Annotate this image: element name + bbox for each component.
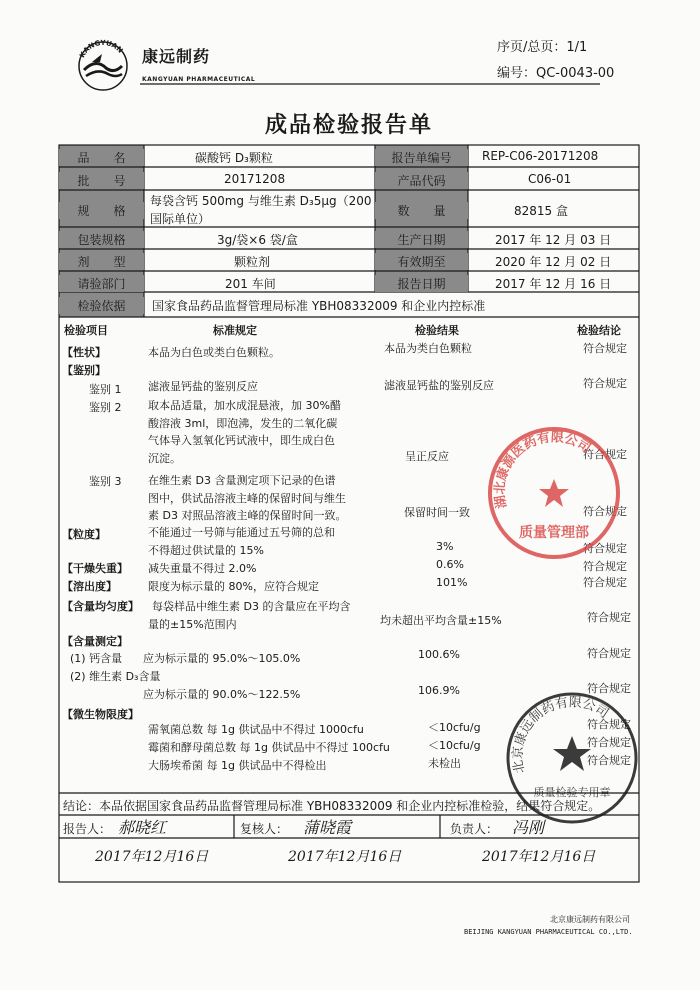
test-standard-uniformity-line1: 每袋样品中维生素 D3 的含量应在平均含 bbox=[152, 600, 351, 613]
test-standard-uniformity-line2: 量的±15%范围内 bbox=[148, 618, 237, 631]
svg-text:湖北康源医药有限公司 bbox=[492, 429, 594, 509]
test-item-ident3: 鉴别 3 bbox=[89, 475, 122, 488]
label-product-code: 产品代码 bbox=[375, 172, 468, 189]
company-name-en: KANGYUAN PHARMACEUTICAL bbox=[142, 76, 256, 83]
footer-company-en: BEIJING KANGYUAN PHARMACEUTICAL CO.,LTD. bbox=[464, 928, 633, 936]
label-basis: 检验依据 bbox=[59, 297, 144, 314]
test-conclusion-dissolution: 符合规定 bbox=[583, 576, 627, 589]
label-mfg-date: 生产日期 bbox=[375, 231, 468, 248]
test-item-ident1: 鉴别 1 bbox=[89, 383, 122, 396]
test-item-assay1: (1) 钙含量 bbox=[70, 652, 123, 665]
label-expiry: 有效期至 bbox=[375, 253, 468, 270]
manager-date: 2017年12月16日 bbox=[482, 849, 596, 865]
test-item-assay2: (2) 维生素 D₃含量 bbox=[70, 670, 161, 683]
value-report-date: 2017 年 12 月 16 日 bbox=[495, 277, 612, 291]
col-header-standard: 标准规定 bbox=[213, 324, 257, 337]
label-product-name: 品 名 bbox=[59, 149, 144, 166]
value-dosage-form: 颗粒剂 bbox=[234, 255, 271, 269]
test-conclusion-appearance: 符合规定 bbox=[583, 342, 627, 355]
red-stamp-arc-text: 湖北康源医药有限公司 bbox=[492, 430, 594, 510]
footer-company-cn: 北京康远制药有限公司 bbox=[550, 915, 630, 924]
test-standard-ident2-line3: 气体导入氢氧化钙试液中，即生成白色 bbox=[148, 434, 335, 447]
test-result-micro1: ＜10cfu/g bbox=[428, 721, 481, 734]
value-quantity: 82815 盒 bbox=[514, 204, 568, 218]
logo-arc-text: KANGYUAN bbox=[78, 38, 125, 60]
test-result-appearance: 本品为类白色颗粒 bbox=[384, 342, 472, 355]
test-conclusion-drying: 符合规定 bbox=[583, 560, 627, 573]
page-count: 序页/总页：1/1 bbox=[497, 40, 588, 55]
manager-label: 负责人： bbox=[450, 822, 499, 836]
test-conclusion-ident2: 符合规定 bbox=[583, 448, 627, 461]
col-header-conclusion: 检验结论 bbox=[577, 324, 621, 337]
label-dosage-form: 剂 型 bbox=[59, 253, 144, 270]
col-header-item: 检验项目 bbox=[64, 324, 108, 337]
test-result-drying: 0.6% bbox=[436, 558, 464, 571]
test-item-assay: 【含量测定】 bbox=[62, 635, 128, 648]
test-result-assay2: 106.9% bbox=[418, 684, 460, 697]
test-result-dissolution: 101% bbox=[436, 576, 468, 589]
test-conclusion-ident3: 符合规定 bbox=[583, 505, 627, 518]
test-item-drying: 【干燥失重】 bbox=[62, 562, 128, 575]
value-spec-line2: 国际单位） bbox=[150, 212, 211, 226]
test-conclusion-granularity: 符合规定 bbox=[583, 542, 627, 555]
test-conclusion-ident1: 符合规定 bbox=[583, 377, 627, 390]
value-expiry: 2020 年 12 月 02 日 bbox=[495, 255, 612, 269]
test-item-uniformity: 【含量均匀度】 bbox=[62, 600, 139, 613]
value-basis: 国家食品药品监督管理局标准 YBH08332009 和企业内控标准 bbox=[152, 299, 486, 313]
doc-number: 编号：QC-0043-00 bbox=[497, 66, 615, 81]
test-standard-ident2-line4: 沉淀。 bbox=[148, 452, 181, 465]
company-name: 康远制药 bbox=[142, 47, 211, 66]
reviewer-label: 复核人： bbox=[240, 822, 289, 836]
test-standard-micro2: 霉菌和酵母菌总数 每 1g 供试品中不得过 100cfu bbox=[148, 741, 390, 754]
test-item-dissolution: 【溶出度】 bbox=[62, 580, 117, 593]
black-stamp-star-icon bbox=[553, 736, 591, 771]
test-conclusion-uniformity: 符合规定 bbox=[587, 611, 631, 624]
value-spec-line1: 每袋含钙 500mg 与维生素 D₃5μg（200 bbox=[150, 194, 372, 208]
reporter-signature: 郝晓红 bbox=[118, 818, 167, 837]
svg-text:北京康远制药有限公司 bbox=[510, 695, 611, 774]
qc-inspection-stamp bbox=[504, 690, 640, 826]
label-department: 请验部门 bbox=[59, 275, 144, 292]
black-stamp-arc-text: 北京康远制药有限公司 bbox=[510, 695, 612, 775]
reviewer-date: 2017年12月16日 bbox=[288, 849, 402, 865]
value-mfg-date: 2017 年 12 月 03 日 bbox=[495, 233, 612, 247]
reporter-label: 报告人： bbox=[63, 822, 112, 836]
label-spec: 规 格 bbox=[59, 202, 144, 219]
test-standard-granularity-line1: 不能通过一号筛与能通过五号筛的总和 bbox=[148, 526, 335, 539]
test-result-micro2: ＜10cfu/g bbox=[428, 739, 481, 752]
value-product-code: C06-01 bbox=[528, 172, 572, 186]
label-quantity: 数 量 bbox=[375, 202, 468, 219]
test-standard-ident2-line2: 酸溶液 3ml，即泡沸，发生的二氧化碳 bbox=[148, 417, 338, 430]
value-department: 201 车间 bbox=[225, 277, 276, 291]
test-standard-granularity-line2: 不得超过供试量的 15% bbox=[148, 544, 264, 557]
test-standard-appearance: 本品为白色或类白色颗粒。 bbox=[148, 346, 280, 359]
test-conclusion-micro3: 符合规定 bbox=[587, 754, 631, 767]
label-report-date: 报告日期 bbox=[375, 275, 468, 292]
test-standard-ident3-line3: 素 D3 对照品溶液主峰的保留时间一致。 bbox=[148, 509, 347, 522]
test-item-identification: 【鉴别】 bbox=[62, 364, 106, 377]
col-header-result: 检验结果 bbox=[415, 324, 459, 337]
test-standard-assay2: 应为标示量的 90.0%～122.5% bbox=[143, 688, 301, 701]
test-conclusion-micro1: 符合规定 bbox=[587, 718, 631, 731]
test-result-micro3: 未检出 bbox=[428, 757, 461, 770]
reviewer-signature: 蒲晓霞 bbox=[303, 818, 352, 837]
value-batch: 20171208 bbox=[224, 172, 286, 186]
value-product-name: 碳酸钙 D₃颗粒 bbox=[195, 151, 273, 165]
reporter-date: 2017年12月16日 bbox=[95, 849, 209, 865]
test-standard-ident2-line1: 取本品适量，加水成混悬液，加 30%醋 bbox=[148, 399, 341, 412]
test-standard-ident3-line2: 图中，供试品溶液主峰的保留时间与维生 bbox=[148, 492, 346, 505]
value-report-number: REP-C06-20171208 bbox=[482, 149, 599, 163]
test-result-ident1: 滤液显钙盐的鉴别反应 bbox=[384, 379, 494, 392]
test-item-granularity: 【粒度】 bbox=[62, 528, 106, 541]
test-conclusion-micro2: 符合规定 bbox=[587, 736, 631, 749]
test-result-assay1: 100.6% bbox=[418, 648, 460, 661]
test-standard-ident3-line1: 在维生素 D3 含量测定项下记录的色谱 bbox=[148, 474, 336, 487]
test-conclusion-assay1: 符合规定 bbox=[587, 647, 631, 660]
report-title: 成品检验报告单 bbox=[265, 113, 434, 138]
test-conclusion-assay2: 符合规定 bbox=[587, 682, 631, 695]
label-batch: 批 号 bbox=[59, 172, 144, 189]
test-item-ident2: 鉴别 2 bbox=[89, 401, 122, 414]
test-standard-ident1: 滤液显钙盐的鉴别反应 bbox=[148, 380, 258, 393]
test-standard-assay1: 应为标示量的 95.0%～105.0% bbox=[143, 652, 301, 665]
test-standard-micro3: 大肠埃希菌 每 1g 供试品中不得检出 bbox=[148, 759, 327, 772]
red-stamp-star-icon bbox=[539, 479, 569, 507]
value-packaging: 3g/袋×6 袋/盒 bbox=[217, 233, 298, 247]
test-standard-drying: 减失重量不得过 2.0% bbox=[148, 562, 257, 575]
test-result-uniformity: 均未超出平均含量±15% bbox=[380, 614, 502, 627]
red-stamp-label: 质量管理部 bbox=[519, 525, 589, 541]
test-standard-micro1: 需氧菌总数 每 1g 供试品中不得过 1000cfu bbox=[148, 723, 364, 736]
test-result-ident3: 保留时间一致 bbox=[404, 506, 470, 519]
label-report-number: 报告单编号 bbox=[375, 149, 468, 166]
test-item-microbial: 【微生物限度】 bbox=[62, 708, 139, 721]
test-standard-dissolution: 限度为标示量的 80%，应符合规定 bbox=[148, 580, 319, 593]
final-conclusion: 结论：本品依据国家食品药品监督管理局标准 YBH08332009 和企业内控标准检验，结果符合规定。 bbox=[63, 799, 601, 813]
manager-signature: 冯刚 bbox=[512, 818, 545, 837]
label-packaging: 包装规格 bbox=[59, 231, 144, 248]
test-item-appearance: 【性状】 bbox=[62, 346, 106, 359]
test-result-granularity: 3% bbox=[436, 540, 454, 553]
black-stamp-label: 质量检验专用章 bbox=[533, 786, 611, 799]
test-result-ident2: 呈正反应 bbox=[405, 450, 449, 463]
qa-department-stamp bbox=[486, 425, 622, 561]
